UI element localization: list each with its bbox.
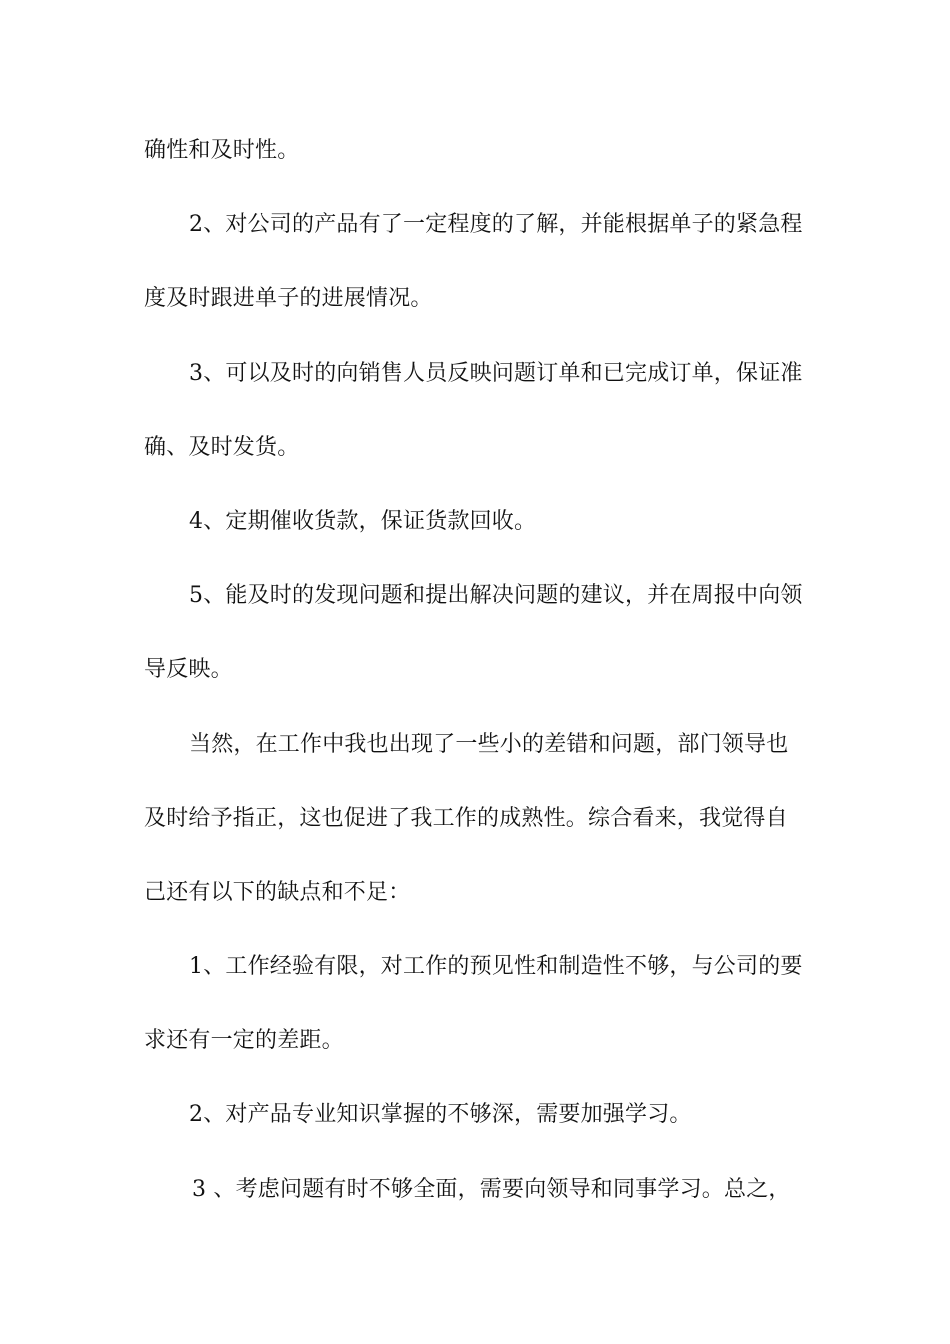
text-line: 1、工作经验有限，对工作的预见性和制造性不够，与公司的要 [189,954,803,979]
text-line: 3 、考虑问题有时不够全面，需要向领导和同事学习。总之， [192,1177,791,1202]
text-line: 5、能及时的发现问题和提出解决问题的建议，并在周报中向领 [189,583,803,608]
text-line: 己还有以下的缺点和不足： [144,880,411,905]
text-line: 度及时跟进单子的进展情况。 [144,286,433,311]
text-line: 及时给予指正，这也促进了我工作的成熟性。综合看来，我觉得自 [144,806,788,831]
text-line: 确、及时发货。 [144,435,300,460]
text-line: 求还有一定的差距。 [144,1028,344,1053]
text-line: 当然，在工作中我也出现了一些小的差错和问题，部门领导也 [189,732,789,757]
text-line: 导反映。 [144,657,233,682]
text-line: 2、对产品专业知识掌握的不够深，需要加强学习。 [189,1102,692,1127]
text-line: 3、可以及时的向销售人员反映问题订单和已完成订单，保证准 [189,361,803,386]
text-line: 2、对公司的产品有了一定程度的了解，并能根据单子的紧急程 [189,212,803,237]
text-line: 确性和及时性。 [144,138,300,163]
text-line: 4、定期催收货款，保证货款回收。 [189,509,537,534]
